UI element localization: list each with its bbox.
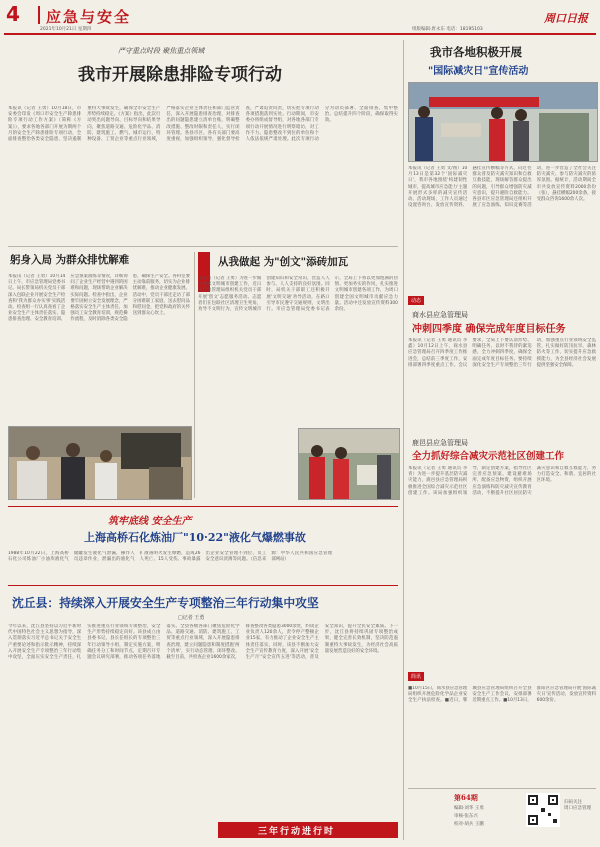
disaster-headline-2: "国际减灾日"宣传活动 [428, 66, 529, 77]
footer-review: 审核·张东兴 [454, 814, 478, 819]
disaster-headline-1: 我市各地积极开展 [430, 45, 522, 59]
masthead-logo: 周口日报 [544, 12, 588, 25]
banner-slogan: 筑牢底线 安全生产 [108, 516, 192, 527]
article-disaster [408, 42, 596, 292]
shenqiu-byline: □记者 王勇 [178, 615, 205, 621]
qr-code-icon [526, 793, 560, 827]
dynamic-section [408, 296, 596, 566]
footer-proof: 校对·胡兵 王鹏 [454, 822, 484, 827]
brief-section [408, 672, 596, 782]
photo-volunteers [298, 428, 400, 500]
civility-headline: 从我做起 为"创文"添砖加瓦 [218, 256, 349, 268]
section-title-box [38, 6, 158, 24]
article-main [8, 42, 398, 242]
page-number: 4 [6, 2, 20, 26]
main-headline: 我市开展除患排险专项行动 [78, 65, 282, 85]
shenqiu-footer-text: 三年行动进行时 [258, 827, 336, 837]
brief-label: 简讯 [408, 672, 424, 681]
shangshui-dept: 商水县应急管理局 [412, 311, 468, 319]
hunting-body: 本报讯（记者 王勇）10月14日上午，市应急管理局党委书记、局长带领局机关党员干部深入包联企业开展安全生产检查和'我为群众办实事'实践活动。检查组一行认真查看了企业安全生产主体责任落实、隐患排查治理、安全教育培训、应急预案演练等情况，详细询问了企业生产经营中遇到的困难和问题，现场帮助企业解决实际问题。检查中指出，企业要牢固树立安全发展理念，严格落实安全生产主体责任，加强员工安全教育培训，规范操作流程，及时消除各类安全隐患，确保生产安全。各科室要主动靠前服务，切实为企业排忧解难，推动企业健康发展。活动中，党员干部还走访了部分困难职工家庭，送去慰问品和慰问金，把党和政府的关怀送到群众心坎上。 [8, 274, 190, 323]
qr-caption: 扫码关注 周口应急管理 [564, 800, 591, 811]
header-date: 2021年10月21日 星期四 [40, 27, 92, 32]
shangshui-headline: 冲刺四季度 确保完成年度目标任务 [412, 324, 566, 335]
shenqiu-body: 今年以来，沈丘县坚持以习近平新时代中国特色社会主义思想为指导，深入贯彻落实习近平总书记关于安全生产重要论述和指示批示精神，持续深入开展安全生产专项整治三年行动集中攻坚，全面压实安全生产责任，扎实推进重点行业领域专项整治，安全生产形势持续稳定向好。该县成立由县委书记、县长任组长的专项整治三年行动领导小组，制定实施方案，明确任务分工和时间节点，定期召开专题会议研究部署，推动各项任务落地落实。全县各级各部门聚焦危险化学品、道路交通、消防、建筑施工、工贸等重点行业领域，深入开展隐患排查治理，建立问题隐患和制度措施'两个清单'，实行动态管理、闭环整改。截至目前，共检查企业1600余家次，排查整改各类隐患3000余处，约谈企业负责人120余人，责令停产整顿企业15家，有力推动了企业安全生产主体责任落实。同时，该县不断加大安全生产宣传教育力度，深入开展'安全生产月''安全宣传五进'等活动，普及安全知识，提升全民安全素质。下一步，沈丘县将持续巩固专项整治成果，健全完善长效机制，坚决防范遏制重特大事故发生，为经济社会高质量发展营造良好的安全环境。 [8, 624, 398, 661]
section-title: 应急与安全 [46, 8, 132, 26]
luyi-headline: 全力抓好综合减灾示范社区创建工作 [412, 451, 565, 462]
main-kicker: 严守重点时段 聚焦重点领域 [118, 47, 205, 55]
luyi-dept: 鹿邑县应急管理局 [412, 439, 468, 447]
banner-headline: 上海高桥石化炼油厂"10·22"液化气爆燃事故 [84, 531, 306, 544]
page-header [4, 2, 596, 36]
main-body: 本报讯（记者 王勇）10月18日，市安委会印发《周口市安全生产除患排险专项行动工作方案》（简称《方案》），要求各地各部门开展为期两个月的安全生产除患排险专项行动，全面排查整治各类安全隐患，坚决遏制重特大事故发生，确保全市安全生产形势持续稳定。《方案》指出，此次行动突出问题导向、目标导向和结果导向，聚焦道路交通、危险化学品、消防、建筑施工、燃气、城市运行、特种设备、工贸企业等重点行业领域，严格落实企业主体责任和部门监管责任，深入开展隐患排查治理，对排查出的问题隐患建立清单台账，明确整改措施、整改时限和责任人，实行闭环管理。各县市区、各有关部门要高度重视，加强组织领导，强化督导检查，严肃追责问责，切实把专项行动各项措施落到实处。行动期间，市安委办将组成督导组，对各地各部门专项行动开展情况进行明察暗访，对工作不力、隐患整改不到位的单位和个人依法依规严肃处理。此次专项行动分为动员部署、全面排查、集中整治、总结提升四个阶段，确保取得实效。 [8, 106, 398, 143]
shangshui-body: 本报讯（记者 王勇 通讯员 李鑫）10月12日上午，商水县应急管理局召开四季度工作推进会，总结前三季度工作，安排部署四季度重点工作。会议要求，全局上下要认清形势、明确任务，以时不我待的紧迫感，全力冲刺四季度，确保全面完成年度目标任务。要持续深化安全生产专项整治三年行动，加强重点行业领域安全监管，扎实做好防汛抗旱、森林防火等工作，切实提升应急救援能力，为全县经济社会发展提供坚强安全保障。 [408, 338, 596, 368]
main-body-wrap [8, 106, 398, 240]
dynamic-label: 动态 [408, 296, 424, 305]
disaster-day-image [409, 83, 597, 161]
shenqiu-footer-bar [218, 822, 398, 838]
hunting-headline: 躬身入局 为群众排忧解难 [10, 254, 130, 266]
banner-body: 1988年10月22日，上海高桥石化公司炼油厂小油库液化气储罐发生液化气泄漏，操作人员违章作业，泄漏出的液化气扩散遇明火发生爆燃，造成26人死亡、15人受伤。事故暴露出企业安全管理不到位、员工安全意识淡薄等问题。（信息来源：中华人民共和国应急管理部网站） [8, 551, 333, 563]
footer-editor: 编辑·刘华 王勇 [454, 806, 484, 811]
article-hunting [8, 252, 190, 502]
luyi-body: 本报讯（记者 王勇 通讯员 李青）为进一步提升基层防灾减灾能力，鹿邑县应急管理局积极推进全国综合减灾示范社区创建工作。该局加强组织领导，制定创建方案，指导社区完善应急预案、建设避难场所、配备应急物资，组织开展应急演练和防灾减灾宣传教育活动，不断提升社区居民防灾减灾意识和自救互救能力，努力打造安全、和谐、宜居的社区环境。 [408, 466, 596, 496]
article-shenqiu [8, 592, 398, 842]
shenqiu-headline: 沈丘县：持续深入开展安全生产专项整治三年行动集中攻坚 [12, 596, 319, 610]
volunteers-image [299, 429, 399, 499]
disaster-body: 本报讯（记者 王勇 文/图）10月13日是第32个'国际减灾日'，我市各地围绕'构建韧性城市，提高城市应急能力'主题开展形式多样的减灾宣传活动。活动现场，工作人员通过设置咨询台、发放宣传资料、悬挂宣传横幅等方式，向过往群众普及防灾减灾知识和自救互救技能，现场解答群众提出的问题，引导群众增强防灾减灾意识，提升避险自救能力。各县市区应急管理局还组织开展了应急演练、知识竞赛等活动，进一步营造了全社会关注防灾减灾、参与防灾减灾的浓厚氛围。据统计，活动期间全市共发放宣传资料2000余份（张），悬挂横幅200余条，接受群众咨询1600余人次。 [408, 166, 596, 209]
article-civility [198, 252, 398, 502]
inspection-scene-image [9, 427, 191, 499]
photo-inspection [8, 426, 192, 500]
warning-banner [8, 506, 398, 586]
photo-disaster-day [408, 82, 598, 162]
column-divider [403, 40, 404, 840]
brief-body: ■10月15日，商水县应急管理局组织开展危险化学品企业安全生产执法检查。■近日，郸城县应急管理局组织召开全县安全生产工作会议，安排部署近期重点工作。■10月13日，淮阳区应急管理局开展'国际减灾日'宣传活动，发放宣传资料600余份。 [408, 686, 596, 704]
header-rule [4, 33, 596, 35]
qr-code [526, 793, 560, 827]
divider [194, 252, 195, 498]
civility-body: 本报讯（记者 王勇）为进一步做好国家文明城市创建工作，近日市应急管理局组织机关党员干部开展'创文'志愿服务活动。志愿者们在包联社区清理卫生死角，劝导不文明行为，宣传文明城市创建知识和安全常识，营造人人参与、人人支持的良好氛围。同时，局机关干部职工还积极开展'文明交通'劝导活动，在路口引导市民遵守交通规则，文明出行。市应急管理局党委书记表示，全局上下将以更加饱满的热情、更加务实的作风，扎实推进文明城市创建各项工作，为周口创建全国文明城市贡献应急力量。活动中还发放宣传资料300余份。 [198, 276, 398, 313]
page-footer [408, 788, 596, 844]
sheet-number: 第64期 [454, 793, 478, 802]
divider [8, 246, 398, 247]
header-editor: 组版编辑·唐永东 电话：18195103 [412, 27, 483, 32]
